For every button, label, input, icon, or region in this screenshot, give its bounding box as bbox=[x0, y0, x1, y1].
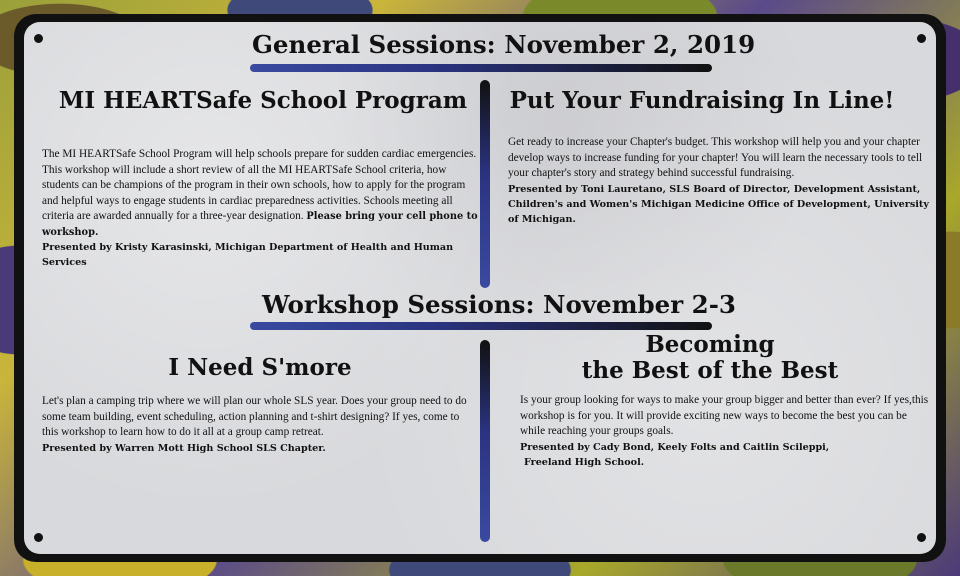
session-desc-fundraising: Get ready to increase your Chapter's budget. This workshop will help you and your chapter develop ways to increase funding for your chapter! You will learn the necessary tools to tell your chapter's story and strategy behind successful fundraising. bbox=[508, 136, 923, 179]
session-title-best-line1: Becoming bbox=[645, 331, 775, 358]
session-desc-heartsafe: The MI HEARTSafe School Program will help schools prepare for sudden cardiac emergencies. This workshop will include a short review of all the MI HEARTSafe School criteria, how students can be champions of the program in their own schools, how to apply for the program and helpful ways to engage students in cardiac preparedness activities. Schools meeting all criteria are awarded annually for a three-year designation. bbox=[42, 148, 477, 222]
session-presenter-best-line1: Presented by Cady Bond, Keely Folts and Caitlin Scileppi, bbox=[520, 441, 830, 453]
session-body-fundraising bbox=[508, 135, 936, 227]
session-desc-smore: Let's plan a camping trip where we will plan our whole SLS year. Does your group need to do some team building, event scheduling, action planning and t-shirt designing? If yes, come to this workshop to learn how to do it all at a group camp retreat. bbox=[42, 395, 467, 438]
session-title-heartsafe: MI HEARTSafe School Program bbox=[58, 87, 468, 114]
session-presenter-smore: Presented by Warren Mott High School SLS Chapter. bbox=[42, 442, 326, 454]
general-heading-underline bbox=[250, 64, 712, 72]
bottom-vertical-divider bbox=[480, 340, 490, 542]
session-presenter-best-line2: Freeland High School. bbox=[524, 456, 645, 468]
session-title-best bbox=[500, 332, 920, 384]
session-desc-best: Is your group looking for ways to make your group bigger and better than ever? If yes,this workshop is for you. It will provide exciting new ways to become the best you can be while reaching your groups goals. bbox=[520, 394, 929, 437]
bolt-top-left bbox=[34, 34, 43, 43]
bolt-bottom-left bbox=[34, 533, 43, 542]
session-body-best bbox=[520, 393, 932, 470]
session-presenter-fundraising: Presented by Toni Lauretano, SLS Board of Director, Development Assistant, Children's and Women's Michigan Medicine Office of Development, University of Michigan. bbox=[508, 183, 929, 225]
session-emphasis-heartsafe: Please bring your cell phone to workshop. bbox=[42, 211, 478, 238]
session-body-heartsafe bbox=[42, 147, 478, 270]
general-sessions-heading: General Sessions: November 2, 2019 bbox=[252, 30, 756, 59]
bolt-top-right bbox=[917, 34, 926, 43]
bolt-bottom-right bbox=[917, 533, 926, 542]
session-title-smore: I Need S'more bbox=[168, 354, 352, 381]
session-title-fundraising: Put Your Fundraising In Line! bbox=[509, 87, 895, 114]
workshop-heading-underline bbox=[250, 322, 712, 330]
session-title-best-line2: the Best of the Best bbox=[581, 356, 839, 384]
session-body-smore bbox=[42, 394, 472, 456]
workshop-sessions-heading: Workshop Sessions: November 2-3 bbox=[262, 290, 736, 319]
session-presenter-heartsafe: Presented by Kristy Karasinski, Michigan Department of Health and Human Services bbox=[42, 242, 454, 268]
